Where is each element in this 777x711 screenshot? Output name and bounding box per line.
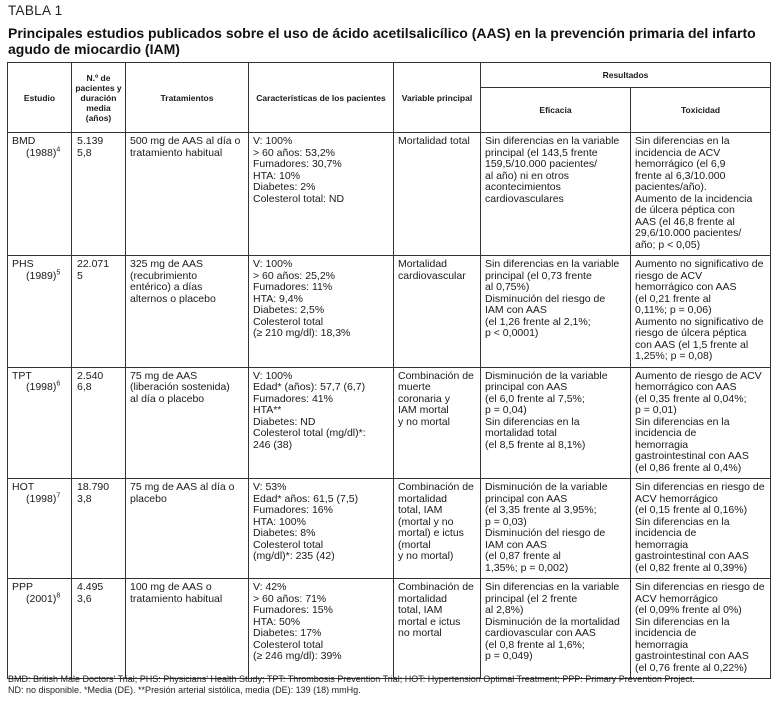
treatment-cell: 75 mg de AAS al día o placebo: [126, 479, 249, 579]
treatment-cell: 500 mg de AAS al día o tratamiento habitual: [126, 133, 249, 256]
header-toxicidad: Toxicidad: [631, 88, 771, 133]
characteristics-cell: V: 100% Edad* (años): 57,7 (6,7) Fumadores: 41% HTA** Diabetes: ND Colesterol total (mg/dl)*: 246 (38): [249, 367, 394, 479]
characteristics-cell: V: 53% Edad* años: 61,5 (7,5) Fumadores: 16% HTA: 100% Diabetes: 8% Colesterol total (mg/dl)*: 235 (42): [249, 479, 394, 579]
duration: 3,6: [77, 592, 92, 605]
variable-cell: Mortalidad total: [394, 133, 481, 256]
header-tratamientos: Tratamientos: [126, 63, 249, 133]
variable-cell: Combinación de mortalidad total, IAM (mortal y no mortal) e ictus (mortal y no mortal): [394, 479, 481, 579]
header-caracteristicas: Características de los pacientes: [249, 63, 394, 133]
table-row: [8, 367, 771, 479]
efficacy-cell: Sin diferencias en la variable principal (el 0,73 frente al 0,75%) Disminución del riesgo de IAM con AAS (el 1,26 frente al 2,1%; p < 0,0001): [481, 256, 631, 368]
patients-cell: [72, 479, 126, 579]
table-row: [8, 479, 771, 579]
patients-cell: [72, 256, 126, 368]
treatment-cell: 325 mg de AAS (recubrimiento entérico) a días alternos o placebo: [126, 256, 249, 368]
study-name: TPT: [12, 369, 32, 382]
study-name: BMD: [12, 135, 36, 147]
toxicity-cell: Sin diferencias en la incidencia de ACV hemorrágico (el 6,9 frente al 6,3/10.000 pacientes/año). Aumento de la incidencia de úlcera péptica con AAS (el 46,8 frente al 29,6/10.000 pacientes/ año; p < 0,05): [631, 133, 771, 256]
patients-count: 2.540: [77, 369, 104, 382]
variable-cell: Combinación de muerte coronaria y IAM mortal y no mortal: [394, 367, 481, 479]
patients-count: 18.790: [77, 481, 110, 493]
treatment-cell: 75 mg de AAS (liberación sostenida) al día o placebo: [126, 367, 249, 479]
treatment-cell: 100 mg de AAS o tratamiento habitual: [126, 579, 249, 679]
study-ref: 8: [56, 592, 61, 599]
toxicity-cell: Aumento de riesgo de ACV hemorrágico con AAS (el 0,35 frente al 0,04%; p = 0,01) Sin diferencias en la incidencia de hemorragia gastrointestinal con AAS (el 0,86 frente al 0,4%): [631, 367, 771, 479]
study-name: PHS: [12, 258, 34, 270]
duration: 6,8: [77, 381, 92, 393]
header-num-pacientes: N.º de pacientes y duración media (años): [72, 63, 126, 133]
table-title: Principales estudios publicados sobre el uso de ácido acetilsalicílico (AAS) en la prevención primaria del infarto agudo de miocardio (IAM): [8, 25, 756, 57]
variable-cell: Mortalidad cardiovascular: [394, 256, 481, 368]
efficacy-cell: Sin diferencias en la variable principal (el 2 frente al 2,8%) Disminución de la mortalidad cardiovascular con AAS (el 0,8 frente al 1,6%; p = 0,049): [481, 579, 631, 679]
patients-count: 22.071: [77, 258, 110, 270]
header-variable-principal: Variable principal: [394, 63, 481, 133]
footnote-notes: ND: no disponible. *Media (DE). **Presión arterial sistólica, media (DE): 139 (18) mmHg.: [8, 685, 361, 695]
characteristics-cell: V: 42% > 60 años: 71% Fumadores: 15% HTA: 50% Diabetes: 17% Colesterol total (≥ 246 mg/dl): 39%: [249, 579, 394, 679]
study-cell: [8, 256, 72, 368]
toxicity-cell: Sin diferencias en riesgo de ACV hemorrágico (el 0,15 frente al 0,16%) Sin diferencias en la incidencia de hemorragia gastrointestinal con AAS (el 0,82 frente al 0,39%): [631, 479, 771, 579]
study-year: (1988): [26, 146, 57, 159]
study-cell: [8, 579, 72, 679]
efficacy-cell: Disminución de la variable principal con AAS (el 3,35 frente al 3,95%; p = 0,03) Disminución del riesgo de IAM con AAS (el 0,87 frente al 1,35%; p = 0,002): [481, 479, 631, 579]
header-eficacia: Eficacia: [481, 88, 631, 133]
study-cell: [8, 479, 72, 579]
header-resultados: Resultados: [481, 63, 771, 88]
patients-count: 5.139: [77, 135, 104, 147]
table-row: [8, 579, 771, 679]
patients-cell: [72, 367, 126, 479]
patients-cell: [72, 579, 126, 679]
study-name: PPP: [12, 581, 34, 593]
toxicity-cell: Sin diferencias en riesgo de ACV hemorrágico (el 0,09% frente al 0%) Sin diferencias en la incidencia de hemorragia gastrointestinal con AAS (el 0,76 frente al 0,22%): [631, 579, 771, 679]
study-cell: [8, 133, 72, 256]
study-ref: 4: [56, 146, 61, 153]
efficacy-cell: Disminución de la variable principal con AAS (el 6,0 frente al 7,5%; p = 0,04) Sin diferencias en la mortalidad total (el 8,5 frente al 8,1%): [481, 367, 631, 479]
header-estudio: Estudio: [8, 63, 72, 133]
table-label: TABLA 1: [8, 3, 63, 18]
table-row: [8, 133, 771, 256]
variable-cell: Combinación de mortalidad total, IAM mortal e ictus no mortal: [394, 579, 481, 679]
study-ref: 5: [56, 269, 61, 276]
duration: 5: [77, 269, 83, 282]
study-name: HOT: [12, 481, 35, 493]
duration: 5,8: [77, 146, 92, 159]
footnote-abbreviations: BMD: British Male Doctors' Trial; PHS: Physicians' Health Study; TPT: Thrombosis Prevention Trial; HOT: Hypertension Optimal Treatment; PPP: Primary Prevention Project.: [8, 674, 695, 684]
toxicity-cell: Aumento no significativo de riesgo de ACV hemorrágico con AAS (el 0,21 frente al 0,11%; p = 0,06) Aumento no significativo de riesgo de úlcera péptica con AAS (el 1,5 frente al 1,25%; p = 0,08): [631, 256, 771, 368]
characteristics-cell: V: 100% > 60 años: 53,2% Fumadores: 30,7% HTA: 10% Diabetes: 2% Colesterol total: ND: [249, 133, 394, 256]
table-footnote: [8, 674, 772, 696]
studies-table: [7, 62, 771, 679]
table-row: [8, 256, 771, 368]
study-year: (1998): [26, 381, 57, 393]
characteristics-cell: V: 100% > 60 años: 25,2% Fumadores: 11% HTA: 9,4% Diabetes: 2,5% Colesterol total (≥ 210 mg/dl): 18,3%: [249, 256, 394, 368]
efficacy-cell: Sin diferencias en la variable principal (el 143,5 frente 159,5/10.000 pacientes/ al año) ni en otros acontecimientos cardiovasculares: [481, 133, 631, 256]
study-cell: [8, 367, 72, 479]
study-year: (1998): [26, 492, 57, 505]
study-year: (2001): [26, 592, 57, 605]
study-year: (1989): [26, 269, 57, 282]
study-ref: 7: [56, 492, 61, 499]
patients-cell: [72, 133, 126, 256]
duration: 3,8: [77, 492, 92, 505]
study-ref: 6: [56, 380, 61, 388]
patients-count: 4.495: [77, 581, 104, 593]
